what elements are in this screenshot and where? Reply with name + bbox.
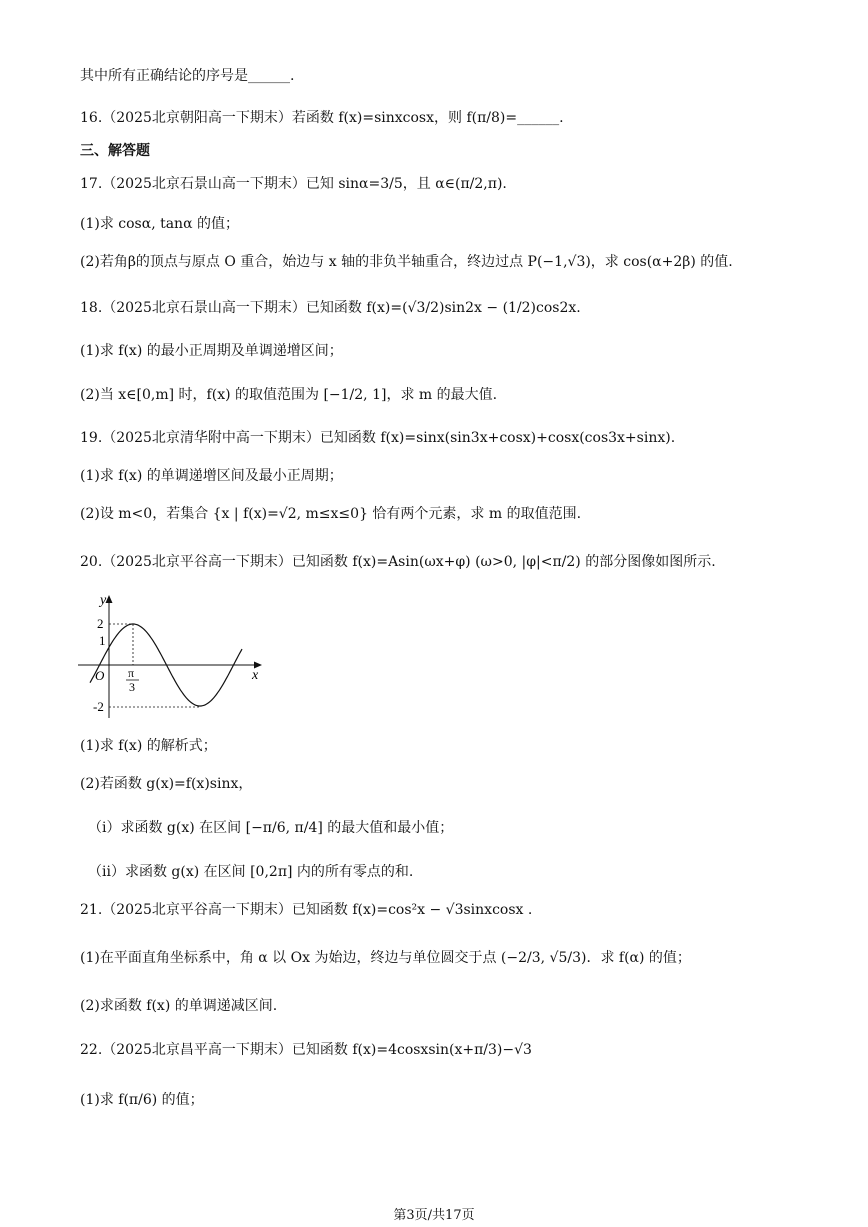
- section-heading: 三、解答题: [80, 143, 150, 159]
- origin-label: O: [95, 668, 105, 683]
- question-20-part-2-ii: （ii）求函数 g(x) 在区间 [0,2π] 内的所有零点的和.: [88, 864, 414, 880]
- tick-x-pi-denominator: 3: [129, 680, 135, 694]
- x-axis-label: x: [252, 668, 259, 683]
- question-22-part-1: (1)求 f(π/6) 的值；: [80, 1092, 204, 1108]
- question-19-part-1: (1)求 f(x) 的单调递增区间及最小正周期；: [80, 468, 343, 484]
- tick-x-pi-numerator: π: [128, 666, 135, 680]
- tick-y-minus-2: -2: [93, 699, 104, 714]
- sine-graph-figure: [76, 590, 266, 722]
- question-17-part-1: (1)求 cosα, tanα 的值；: [80, 216, 239, 232]
- text-line: 其中所有正确结论的序号是______.: [80, 68, 295, 84]
- question-18-part-1: (1)求 f(x) 的最小正周期及单调递增区间；: [80, 343, 343, 359]
- question-20-part-1: (1)求 f(x) 的解析式；: [80, 738, 217, 754]
- question-21-part-2: (2)求函数 f(x) 的单调递减区间.: [80, 998, 278, 1014]
- question-17-part-2: (2)若角β的顶点与原点 O 重合，始边与 x 轴的非负半轴重合，终边过点 P(−1,√3)，求 cos(α+2β) 的值.: [80, 254, 733, 270]
- question-20-part-2-i: （i）求函数 g(x) 在区间 [−π/6, π/4] 的最大值和最小值；: [88, 820, 454, 836]
- question-18-part-2: (2)当 x∈[0,m] 时，f(x) 的取值范围为 [−1/2, 1]，求 m 的最大值.: [80, 387, 498, 403]
- y-axis-label: y: [100, 593, 107, 608]
- y-axis-arrow: [106, 595, 113, 603]
- question-16: 16.（2025北京朝阳高一下期末）若函数 f(x)=sinxcosx，则 f(π/8)=______.: [80, 110, 564, 126]
- question-18: 18.（2025北京石景山高一下期末）已知函数 f(x)=(√3/2)sin2x − (1/2)cos2x.: [80, 300, 581, 316]
- tick-y-1: 1: [99, 633, 106, 648]
- question-17: 17.（2025北京石景山高一下期末）已知 sinα=3/5，且 α∈(π/2,π).: [80, 176, 507, 192]
- question-20: 20.（2025北京平谷高一下期末）已知函数 f(x)=Asin(ωx+φ) (ω>0, |φ|<π/2) 的部分图像如图所示.: [80, 554, 716, 570]
- question-22: 22.（2025北京昌平高一下期末）已知函数 f(x)=4cosxsin(x+π/3)−√3: [80, 1042, 532, 1058]
- question-20-part-2: (2)若函数 g(x)=f(x)sinx，: [80, 776, 253, 792]
- question-19-part-2: (2)设 m<0，若集合 {x | f(x)=√2, m≤x≤0} 恰有两个元素，求 m 的取值范围.: [80, 506, 582, 522]
- tick-y-2: 2: [97, 616, 104, 631]
- page-footer: 第3页/共17页: [393, 1208, 475, 1223]
- question-21: 21.（2025北京平谷高一下期末）已知函数 f(x)=cos²x − √3sinxcosx .: [80, 902, 533, 918]
- question-21-part-1: (1)在平面直角坐标系中，角 α 以 Ox 为始边，终边与单位圆交于点 (−2/3, √5/3)．求 f(α) 的值；: [80, 950, 691, 966]
- question-19: 19.（2025北京清华附中高一下期末）已知函数 f(x)=sinx(sin3x+cosx)+cosx(cos3x+sinx).: [80, 430, 676, 446]
